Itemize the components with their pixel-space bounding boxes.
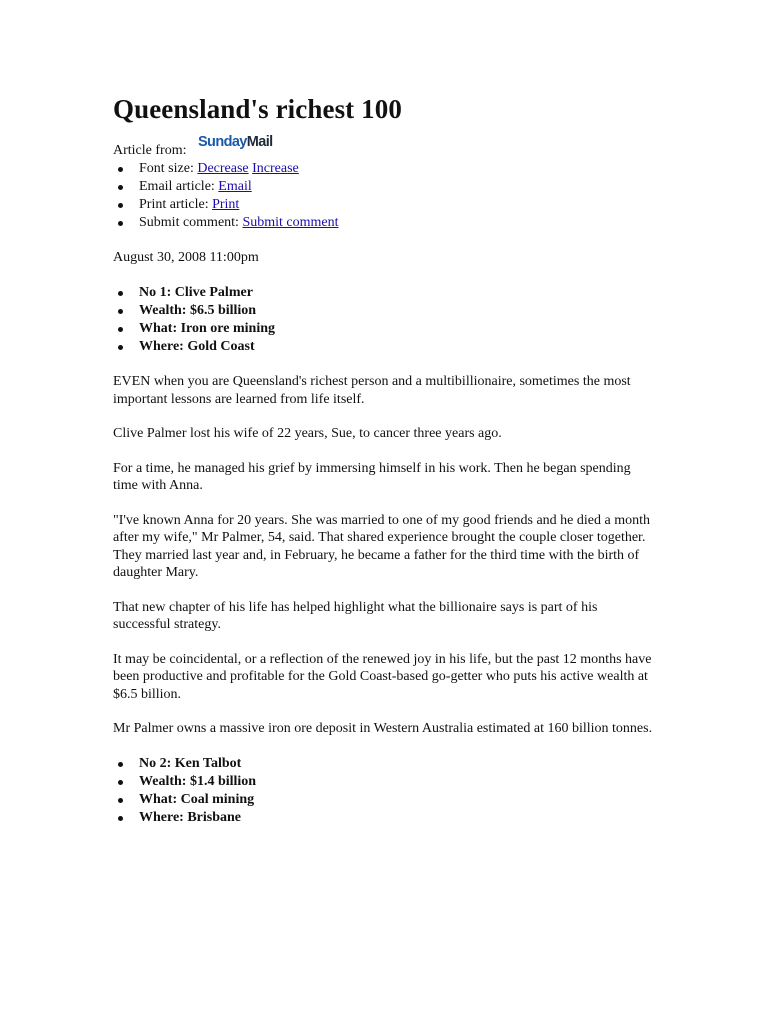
fact-item: What: Coal mining — [139, 791, 653, 809]
fact-item: No 1: Clive Palmer — [139, 284, 653, 302]
article-date: August 30, 2008 11:00pm — [113, 250, 259, 265]
increase-font-link[interactable]: Increase — [252, 161, 299, 176]
article-title: Queensland's richest 100 — [113, 94, 402, 124]
fact-item: No 2: Ken Talbot — [139, 755, 653, 773]
tool-email-article — [139, 178, 653, 196]
body-paragraph: It may be coincidental, or a reflection of the renewed joy in his life, but the past 12 months have been productive and profitable for the Gold Coast-based go-getter who puts his active wealth at $6.5 billion. — [113, 651, 652, 702]
sunday-mail-logo: SundayMail — [197, 134, 273, 150]
article-tools-list — [113, 160, 653, 232]
body-paragraph: Mr Palmer owns a massive iron ore deposit in Western Australia estimated at 160 billion tonnes. — [113, 721, 653, 736]
body-paragraph: EVEN when you are Queensland's richest person and a multibillionaire, sometimes the most important lessons are learned from life itself. — [113, 374, 631, 407]
fact-list-2 — [113, 755, 653, 827]
print-link[interactable]: Print — [212, 197, 240, 212]
email-article-label: Email article: — [139, 179, 215, 194]
submit-comment-link[interactable]: Submit comment — [242, 215, 339, 230]
article-source — [113, 134, 653, 160]
tool-submit-comment — [139, 214, 653, 232]
font-size-label: Font size: — [139, 161, 194, 176]
submit-comment-label: Submit comment: — [139, 215, 239, 230]
fact-item: Where: Gold Coast — [139, 338, 653, 356]
article-from-label: Article from: — [113, 143, 187, 158]
print-article-label: Print article: — [139, 197, 209, 212]
fact-item: Wealth: $6.5 billion — [139, 302, 653, 320]
body-paragraph: That new chapter of his life has helped highlight what the billionaire says is part of his successful strategy. — [113, 599, 598, 632]
fact-item: What: Iron ore mining — [139, 320, 653, 338]
tool-print-article — [139, 196, 653, 214]
fact-item: Where: Brisbane — [139, 809, 653, 827]
fact-list-1 — [113, 284, 653, 356]
email-link[interactable]: Email — [218, 179, 252, 194]
tool-font-size — [139, 160, 653, 178]
decrease-font-link[interactable]: Decrease — [197, 161, 249, 176]
body-paragraph: "I've known Anna for 20 years. She was married to one of my good friends and he died a month after my wife," Mr Palmer, 54, said. That shared experience brought the couple closer together. They married last year and, in February, he became a father for the third time with the birth of daughter Mary. — [113, 512, 650, 580]
fact-item: Wealth: $1.4 billion — [139, 773, 653, 791]
body-paragraph: Clive Palmer lost his wife of 22 years, Sue, to cancer three years ago. — [113, 426, 502, 441]
body-paragraph: For a time, he managed his grief by immersing himself in his work. Then he began spending time with Anna. — [113, 460, 631, 493]
article — [113, 92, 653, 827]
